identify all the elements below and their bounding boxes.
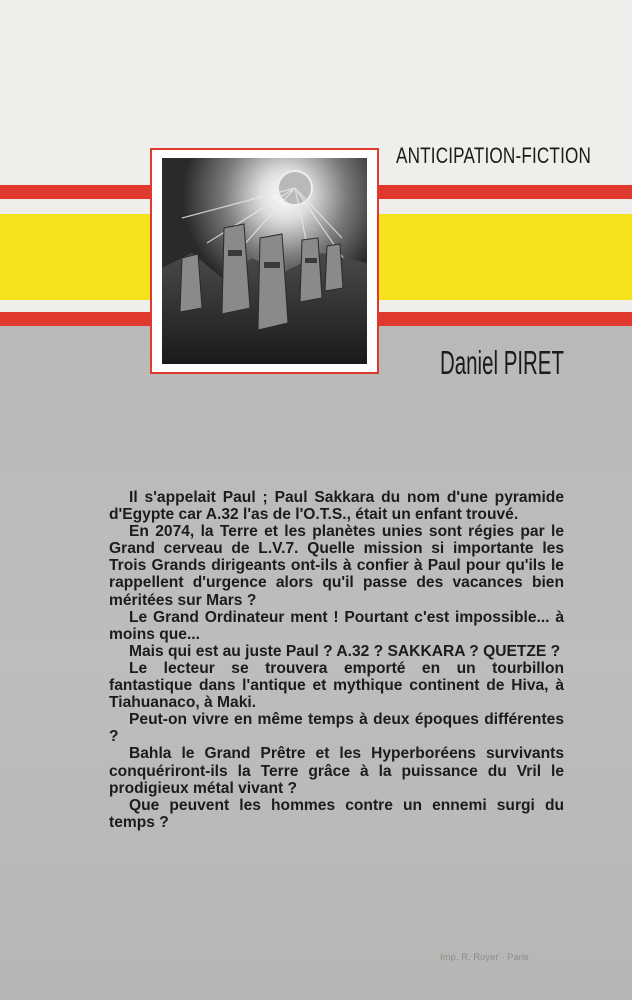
blurb-paragraph: En 2074, la Terre et les planètes unies sont régies par le Grand cerveau de L.V.7. Quelle mission si importante les Trois Grands dirigeants ont-ils à confier à Paul pour qu'ils le rappellent d'urgence alors qu'il passe des vacances bien méritées sur Mars ?	[109, 523, 564, 609]
blurb-paragraph: Mais qui est au juste Paul ? A.32 ? SAKKARA ? QUETZE ?	[129, 642, 561, 660]
back-cover-blurb	[109, 489, 564, 831]
cover-thumbnail-frame	[150, 148, 379, 374]
blurb-paragraph: Peut-on vivre en même temps à deux époques différentes ?	[109, 711, 564, 746]
blurb-paragraph: Bahla le Grand Prêtre et les Hyperboréens survivants conquériront-ils la Terre grâce à la puissance du Vril le prodigieux métal vivant ?	[109, 745, 564, 797]
blurb-paragraph: Le Grand Ordinateur ment ! Pourtant c'est impossible... à moins que...	[109, 608, 564, 643]
author-name: Daniel PIRET	[440, 344, 564, 381]
series-title: ANTICIPATION-FICTION	[396, 143, 592, 168]
blurb-paragraph: Que peuvent les hommes contre un ennemi surgi du temps ?	[109, 796, 564, 831]
printer-credit: Imp. R. Royer · Paris	[440, 952, 529, 963]
blurb-paragraph: Il s'appelait Paul ; Paul Sakkara du nom d'une pyramide d'Egypte car A.32 l'as de l'O.T.S., était un enfant trouvé.	[109, 489, 564, 524]
cover-illustration	[162, 158, 367, 364]
blurb-paragraph: Le lecteur se trouvera emporté en un tourbillon fantastique dans l'antique et mythique continent de Hiva, à Tiahuanaco, à Maki.	[109, 659, 564, 712]
